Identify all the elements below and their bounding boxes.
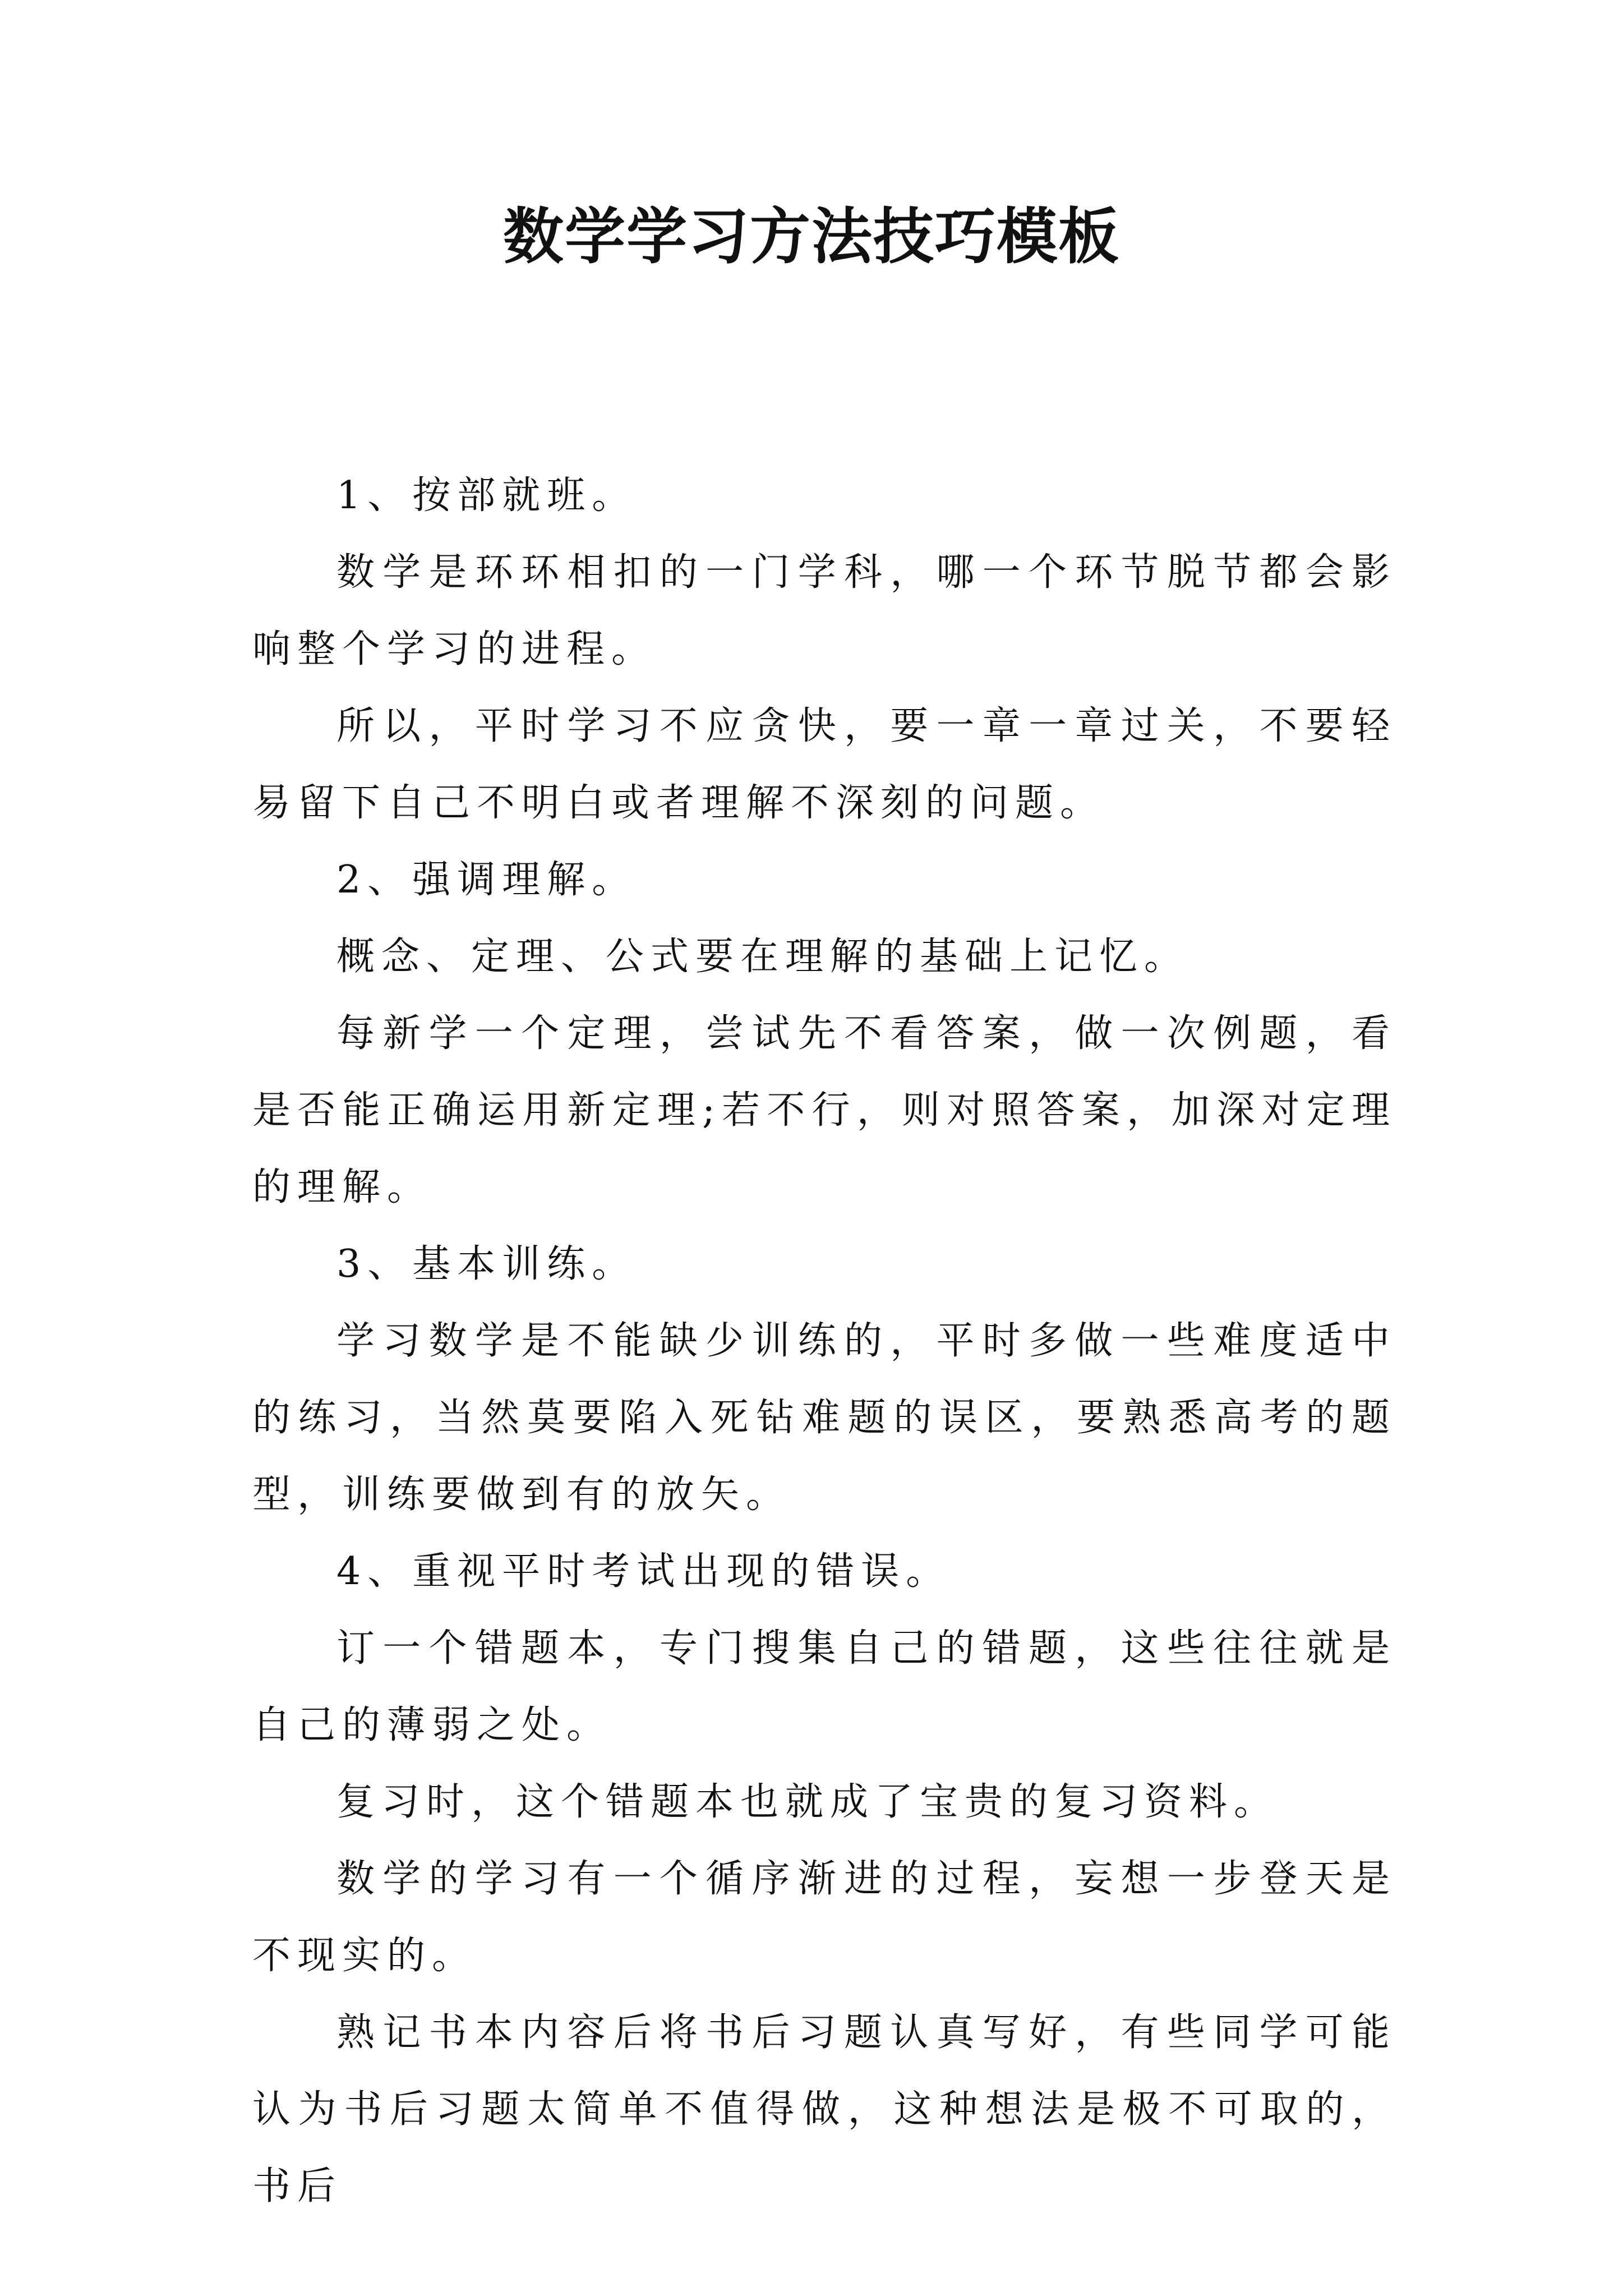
paragraph-2: 数学是环环相扣的一门学科，哪一个环节脱节都会影响整个学习的进程。 — [252, 550, 1396, 671]
paragraph-3: 所以，平时学习不应贪快，要一章一章过关，不要轻易留下自己不明白或者理解不深刻的问题。 — [252, 704, 1396, 825]
paragraph-6: 每新学一个定理，尝试先不看答案，做一次例题，看是否能正确运用新定理;若不行，则对照答案，加深对定理的理解。 — [252, 1011, 1396, 1209]
paragraph-7: 3、基本训练。 — [336, 1242, 637, 1286]
paragraph-1: 1、按部就班。 — [336, 473, 637, 518]
paragraph-10: 订一个错题本，专门搜集自己的错题，这些往往就是自己的薄弱之处。 — [252, 1626, 1396, 1747]
paragraph-12: 数学的学习有一个循序渐进的过程，妄想一步登天是不现实的。 — [252, 1857, 1396, 1978]
document-title: 数学学习方法技巧模板 — [502, 201, 1120, 272]
paragraph-9: 4、重视平时考试出现的错误。 — [336, 1549, 951, 1594]
paragraph-11: 复习时，这个错题本也就成了宝贵的复习资料。 — [336, 1780, 1279, 1824]
paragraph-8: 学习数学是不能缺少训练的，平时多做一些难度适中的练习，当然莫要陷入死钻难题的误区，要熟悉高考的题型，训练要做到有的放矢。 — [252, 1319, 1396, 1517]
paragraph-4: 2、强调理解。 — [336, 858, 637, 902]
paragraph-5: 概念、定理、公式要在理解的基础上记忆。 — [336, 935, 1189, 979]
document-body — [252, 457, 1396, 2225]
paragraph-13: 熟记书本内容后将书后习题认真写好，有些同学可能认为书后习题太简单不值得做，这种想法是极不可取的，书后 — [252, 2010, 1396, 2208]
